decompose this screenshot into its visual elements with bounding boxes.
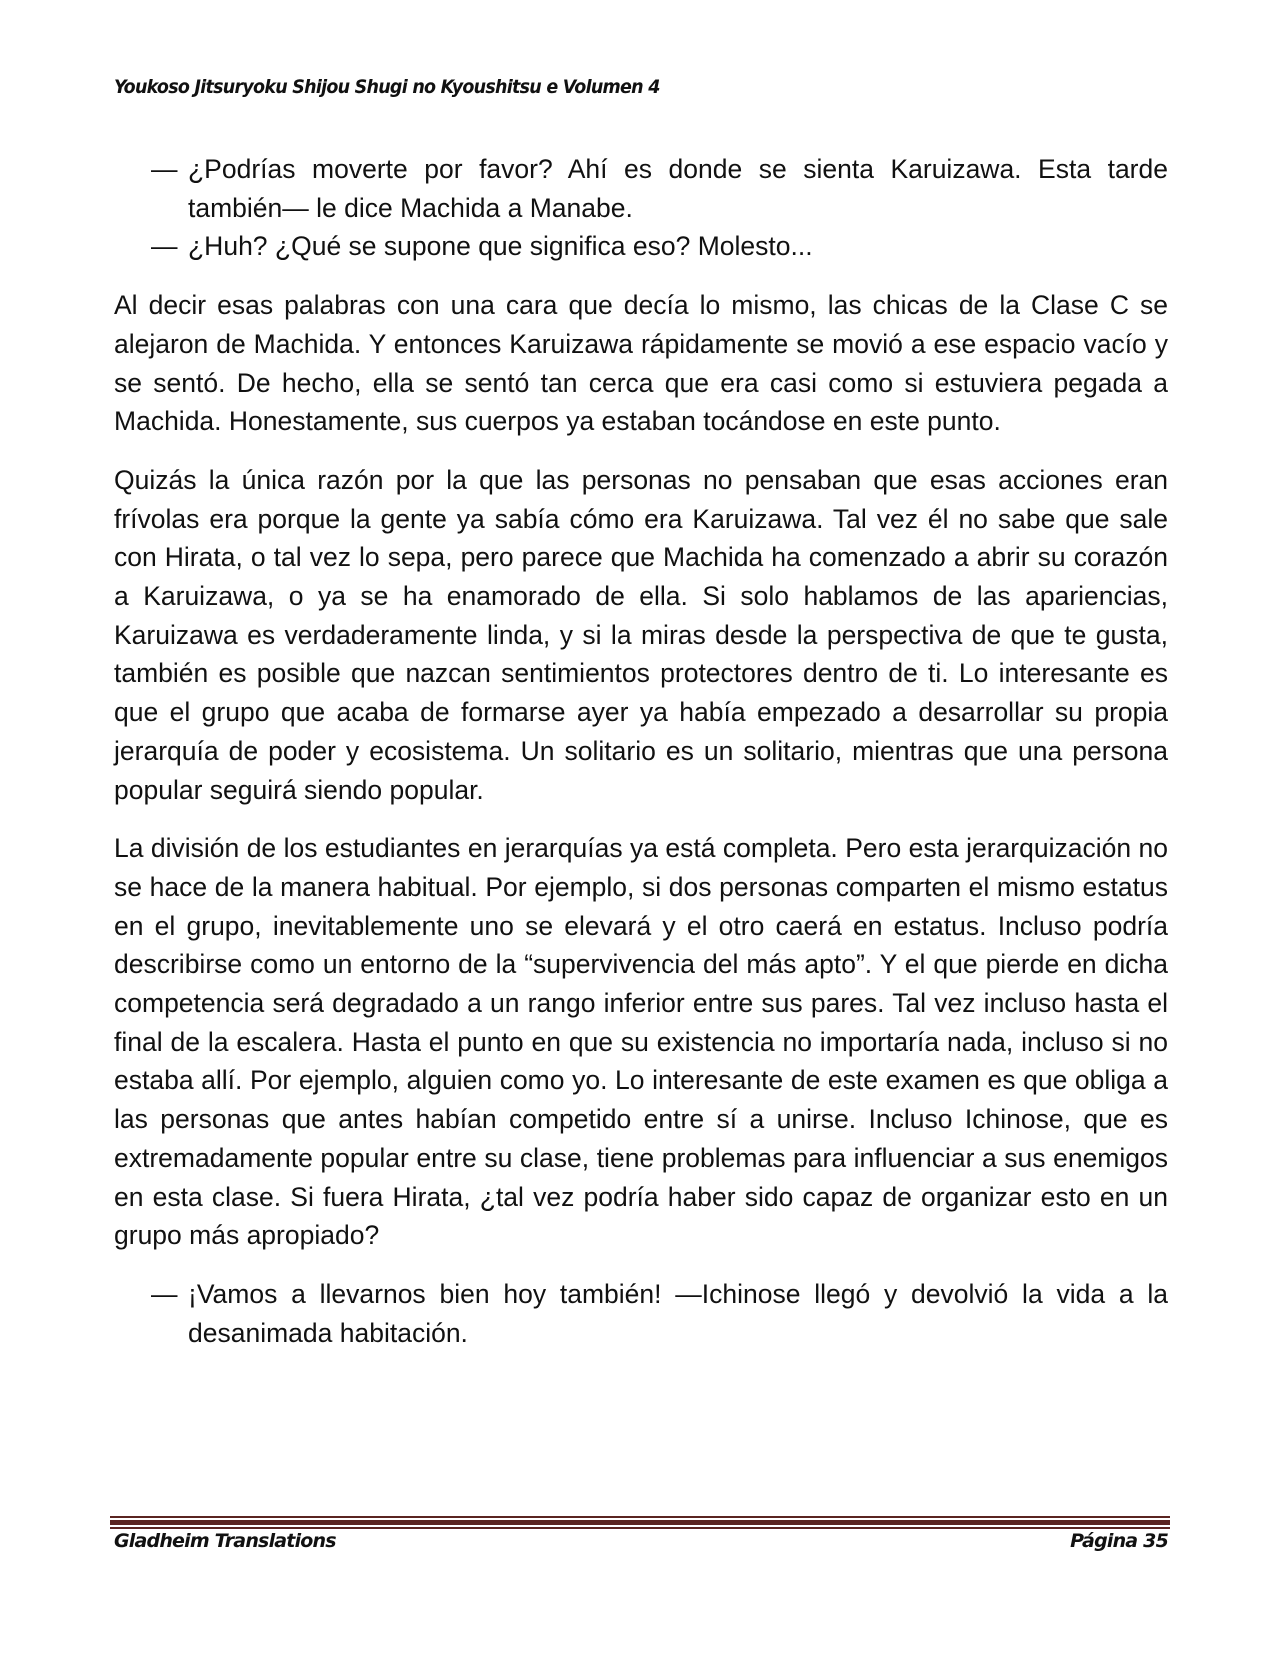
page-number: Página 35 <box>1070 1530 1168 1552</box>
page-body <box>114 150 1168 1352</box>
running-header: Youkoso Jitsuryoku Shijou Shugi no Kyoushitsu e Volumen 4 <box>114 76 660 98</box>
dialogue-dash: — <box>151 231 178 262</box>
dialogue-dash: — <box>151 154 178 184</box>
paragraph: Quizás la única razón por la que las personas no pensaban que esas acciones eran frívolas era porque la gente ya sabía cómo era Karuizawa. Tal vez él no sabe que sale con Hirata, o tal vez lo sepa, pero parece que Machida ha comenzado a abrir su corazón a Karuizawa, o ya se ha enamorado de ella. Si solo hablamos de las apariencias, Karuizawa es verdaderamente linda, y si la miras desde la perspectiva de que te gusta, también es posible que nazcan sentimientos protectores dentro de ti. Lo interesante es que el grupo que acaba de formarse ayer ya había empezado a desarrollar su propia jerarquía de poder y ecosistema. Un solitario es un solitario, mientras que una persona popular seguirá siendo popular. <box>114 464 1168 805</box>
dialogue-line <box>151 150 1168 227</box>
dialogue-line <box>151 227 1168 266</box>
dialogue-text: ¡Vamos a llevarnos bien hoy también! —Ichinose llegó y devolvió la vida a la desanimada habitación. <box>188 1278 1168 1348</box>
footer-divider <box>110 1516 1170 1529</box>
dialogue-dash: — <box>151 1278 178 1309</box>
paragraph: Al decir esas palabras con una cara que decía lo mismo, las chicas de la Clase C se alejaron de Machida. Y entonces Karuizawa rápidamente se movió a ese espacio vacío y se sentó. De hecho, ella se sentó tan cerca que era casi como si estuviera pegada a Machida. Honestamente, sus cuerpos ya estaban tocándose en este punto. <box>114 290 1168 437</box>
dialogue-line <box>151 1275 1168 1352</box>
footer-publisher: Gladheim Translations <box>114 1530 336 1552</box>
paragraph: La división de los estudiantes en jerarquías ya está completa. Pero esta jerarquización no se hace de la manera habitual. Por ejemplo, si dos personas comparten el mismo estatus en el grupo, inevitablemente uno se elevará y el otro caerá en estatus. Incluso podría describirse como un entorno de la “supervivencia del más apto”. Y el que pierde en dicha competencia será degradado a un rango inferior entre sus pares. Tal vez incluso hasta el final de la escalera. Hasta el punto en que su existencia no importaría nada, incluso si no estaba allí. Por ejemplo, alguien como yo. Lo interesante de este examen es que obliga a las personas que antes habían competido entre sí a unirse. Incluso Ichinose, que es extremadamente popular entre su clase, tiene problemas para influenciar a sus enemigos en esta clase. Si fuera Hirata, ¿tal vez podría haber sido capaz de organizar esto en un grupo más apropiado? <box>114 833 1168 1251</box>
dialogue-text: ¿Podrías moverte por favor? Ahí es donde se sienta Karuizawa. Esta tarde también— le dice Machida a Manabe. <box>188 154 1168 223</box>
dialogue-text: ¿Huh? ¿Qué se supone que significa eso? Molesto... <box>188 231 813 262</box>
